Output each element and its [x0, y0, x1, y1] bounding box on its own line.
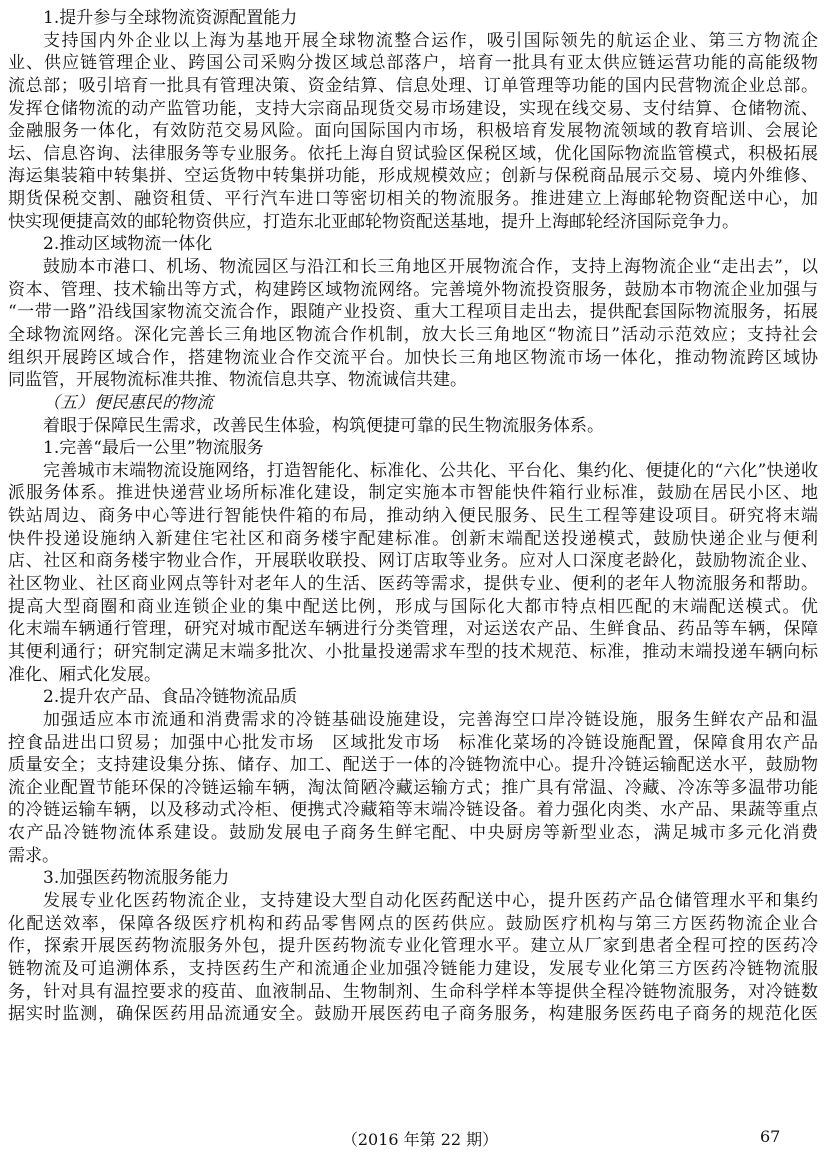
paragraph-line: 控食品进出口贸易；加强中心批发市场 区域批发市场 标准化菜场的冷链设施配置，保障食用农产品 [8, 732, 818, 753]
paragraph-line: 流总部；吸引培育一批具有管理决策、资金结算、信息处理、订单管理等功能的国内民营物流企业总部。 [8, 75, 818, 96]
paragraph-line: 准化、厢式化发展。 [8, 664, 161, 685]
paragraph-line: 店、社区和商务楼宇物业合作，开展联收联投、网订店取等业务。应对人口深度老龄化，鼓励物流企业、 [8, 551, 818, 572]
paragraph-line: 加强适应本市流通和消费需求的冷链基础设施建设，完善海空口岸冷链设施，服务生鲜农产品和温 [43, 709, 818, 730]
paragraph-line: 同监管，开展物流标准共推、物流信息共享、物流诚信共建。 [8, 370, 467, 391]
paragraph-line: 发展专业化医药物流企业，支持建设大型自动化医药配送中心，提升医药产品仓储管理水平和集约 [43, 890, 818, 911]
paragraph-line: 需求。 [8, 845, 59, 866]
paragraph-line: 化配送效率，保障各级医疗机构和药品零售网点的医药供应。鼓励医疗机构与第三方医药物流企业合 [8, 913, 818, 934]
section-heading: 2.提升农产品、食品冷链物流品质 [43, 687, 298, 708]
paragraph-line: 化末端车辆通行管理，研究对城市配送车辆进行分类管理，对运送农产品、生鲜食品、药品等车辆，保障 [8, 619, 818, 640]
paragraph-line: 其便利通行；研究制定满足末端多批次、小批量投递需求车型的技术规范、标准，推动末端投递车辆向标 [8, 641, 818, 662]
paragraph-line: 铁站周边、商务中心等进行智能快件箱的布局，推动纳入便民服务、民生工程等建设项目。研究将末端 [8, 506, 818, 527]
section-heading: 3.加强医药物流服务能力 [43, 868, 230, 889]
document-body [8, 7, 818, 1026]
paragraph-line: 组织开展跨区域合作，搭建物流业合作交流平台。加快长三角地区物流市场一体化，推动物流跨区域协 [8, 347, 818, 368]
paragraph-line: 农产品冷链物流体系建设。鼓励发展电子商务生鲜宅配、中央厨房等新型业态，满足城市多元化消费 [8, 823, 818, 844]
paragraph-line: 流企业配置节能环保的冷链运输车辆，淘汰简陋冷藏运输方式；推广具有常温、冷藏、冷冻等多温带功能 [8, 777, 818, 798]
paragraph-line: 业、供应链管理企业、跨国公司采购分拨区域总部落户，培育一批具有亚太供应链运营功能的高能级物 [8, 53, 818, 74]
paragraph-line: 期货保税交割、融资租赁、平行汽车进口等密切相关的物流服务。推进建立上海邮轮物资配送中心，加 [8, 189, 818, 210]
paragraph-line: 鼓励本市港口、机场、物流园区与沿江和长三角地区开展物流合作，支持上海物流企业“走出去”，以 [43, 257, 818, 278]
paragraph-line: 坛、信息咨询、法律服务等专业服务。依托上海自贸试验区保税区域，优化国际物流监管模式，积极拓展 [8, 143, 818, 164]
issue-label: （2016 年第 22 期） [341, 1130, 499, 1149]
paragraph-line: 的冷链运输车辆，以及移动式冷柜、便携式冷藏箱等末端冷链设备。着力强化肉类、水产品、果蔬等重点 [8, 800, 818, 821]
section-heading: 2.推动区域物流一体化 [43, 234, 213, 255]
section-heading: （五）便民惠民的物流 [43, 392, 213, 413]
paragraph-line: 快实现便捷高效的邮轮物资供应，打造东北亚邮轮物资配送基地，提升上海邮轮经济国际竞争力。 [8, 211, 739, 232]
paragraph-line: 资本、管理、技术输出等方式，构建跨区域物流网络。完善境外物流投资服务，鼓励本市物流企业加强与 [8, 279, 818, 300]
paragraph-line: 质量安全；支持建设集分拣、储存、加工、配送于一体的冷链物流中心。提升冷链运输配送水平，鼓励物 [8, 755, 818, 776]
paragraph-line: “一带一路”沿线国家物流交流合作，跟随产业投资、重大工程项目走出去，提供配套国际物流服务，拓展 [8, 302, 818, 323]
paragraph-line: 据实时监测，确保医药用品流通安全。鼓励开展医药电子商务服务，构建服务医药电子商务的规范化医 [8, 1004, 818, 1025]
paragraph-line: 派服务体系。推进快递营业场所标准化建设，制定实施本市智能快件箱行业标准，鼓励在居民小区、地 [8, 483, 818, 504]
paragraph-line: 全球物流网络。深化完善长三角地区物流合作机制，放大长三角地区“物流日”活动示范效应；支持社会 [8, 324, 818, 345]
paragraph-line: 金融服务一体化，有效防范交易风险。面向国际国内市场，积极培育发展物流领域的教育培训、会展论 [8, 121, 818, 142]
paragraph-line: 快件投递设施纳入新建住宅社区和商务楼宇配建标准。创新末端配送投递模式，鼓励快递企业与便利 [8, 528, 818, 549]
section-heading: 1.完善“最后一公里”物流服务 [43, 438, 264, 459]
paragraph-line: 着眼于保障民生需求，改善民生体验，构筑便捷可靠的民生物流服务体系。 [43, 415, 604, 436]
page-number: 67 [760, 1127, 781, 1146]
paragraph-line: 链物流及可追溯体系，支持医药生产和流通企业加强冷链能力建设，发展专业化第三方医药冷链物流服 [8, 958, 818, 979]
paragraph-line: 发挥仓储物流的动产监管功能，支持大宗商品现货交易市场建设，实现在线交易、支付结算、仓储物流、 [8, 98, 818, 119]
paragraph-line: 海运集装箱中转集拼、空运货物中转集拼功能，形成规模效应；创新与保税商品展示交易、境内外维修、 [8, 166, 818, 187]
paragraph-line: 提高大型商圈和商业连锁企业的集中配送比例，形成与国际化大都市特点相匹配的末端配送模式。优 [8, 596, 818, 617]
paragraph-line: 作，探索开展医药物流服务外包，提升医药物流专业化管理水平。建立从厂家到患者全程可控的医药冷 [8, 936, 818, 957]
page-footer [0, 1127, 827, 1149]
paragraph-line: 完善城市末端物流设施网络，打造智能化、标准化、公共化、平台化、集约化、便捷化的“六化”快递收 [43, 460, 818, 481]
section-heading: 1.提升参与全球物流资源配置能力 [43, 8, 298, 28]
paragraph-line: 社区物业、社区商业网点等针对老年人的生活、医药等需求，提供专业、便利的老年人物流服务和帮助。 [8, 574, 818, 595]
paragraph-line: 支持国内外企业以上海为基地开展全球物流整合运作，吸引国际领先的航运企业、第三方物流企 [43, 30, 818, 51]
paragraph-line: 务，针对具有温控要求的疫苗、血液制品、生物制剂、生命科学样本等提供全程冷链物流服务，对冷链数 [8, 981, 818, 1002]
